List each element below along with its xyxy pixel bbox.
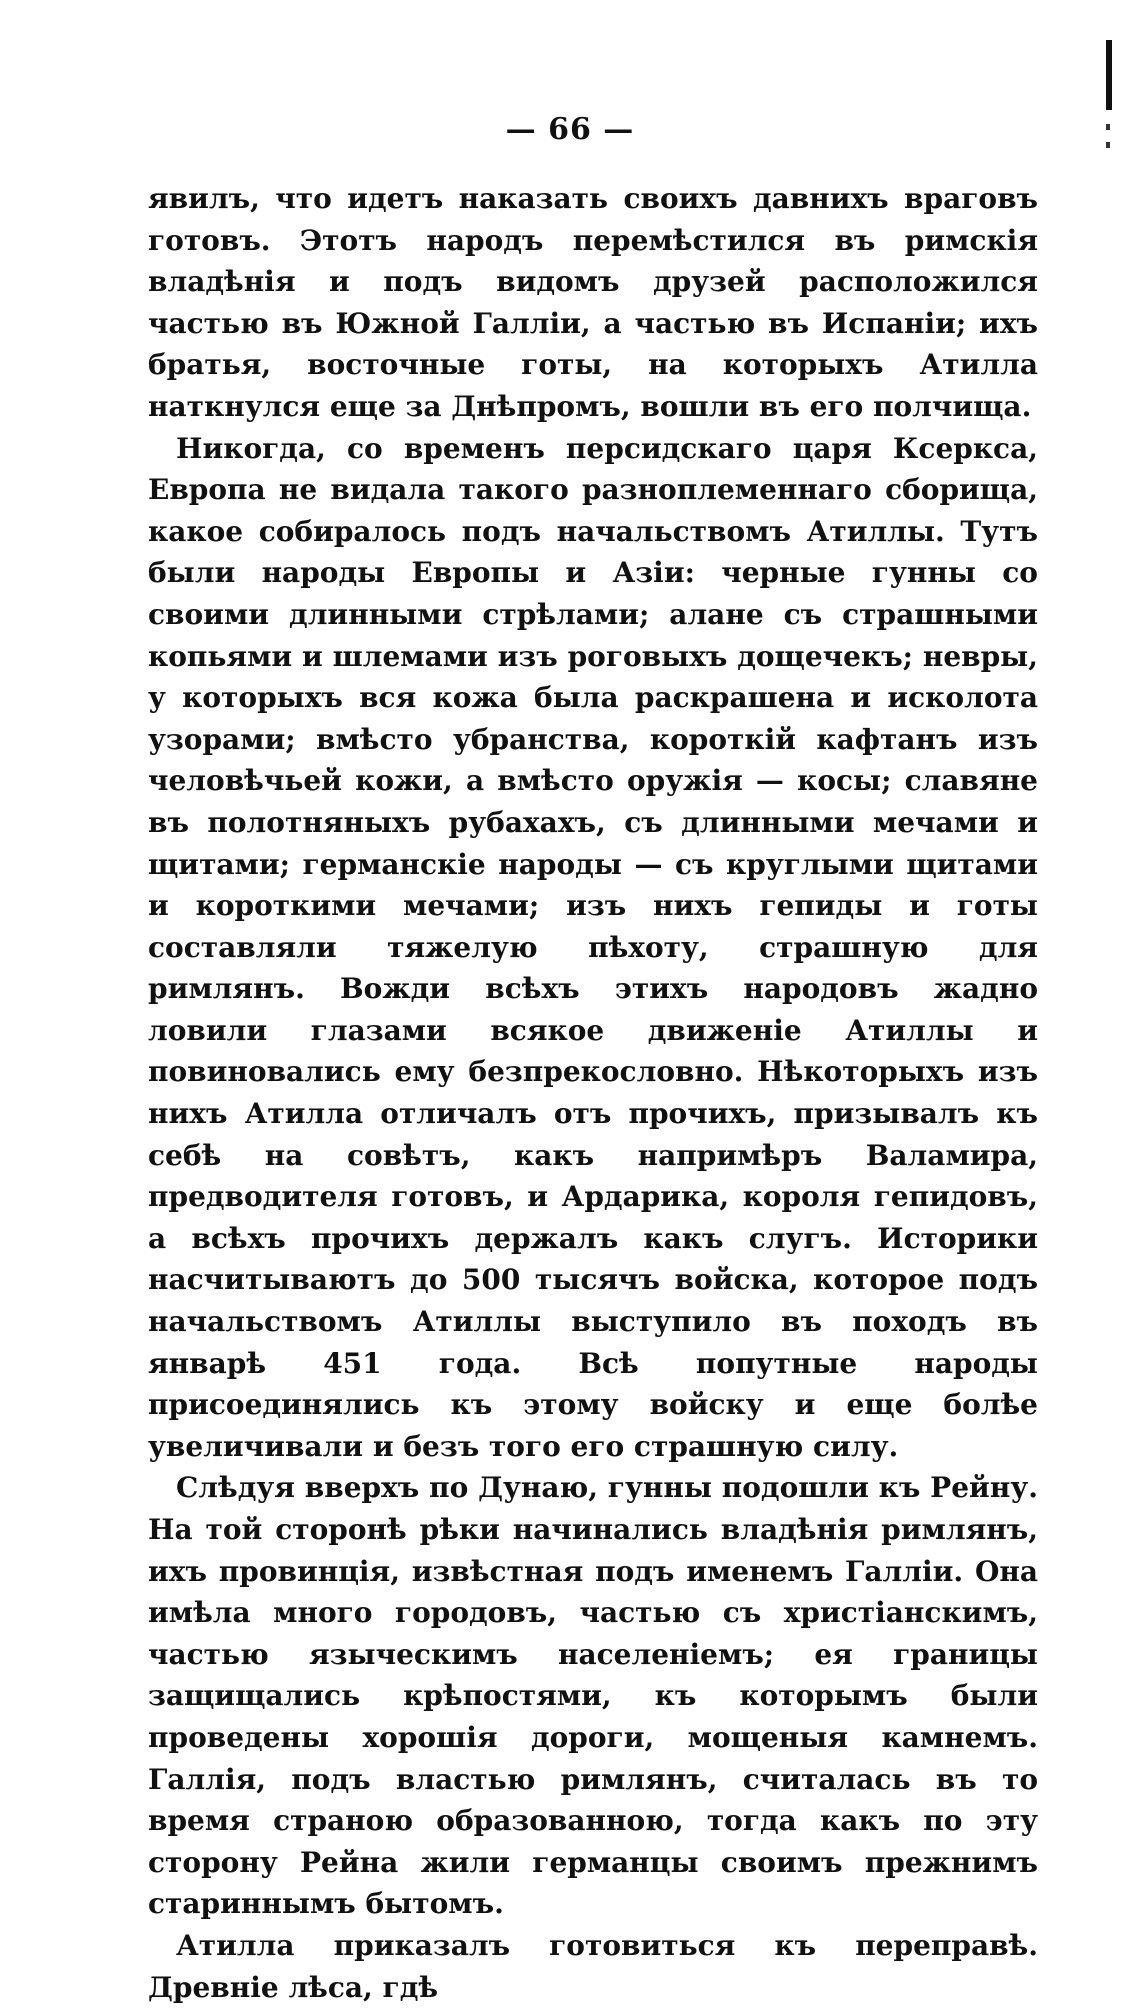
page-edge-mark xyxy=(1106,40,1112,110)
body-text xyxy=(148,178,1038,2008)
paragraph: Никогда, со временъ персидскаго царя Ксеркса, Европа не видала такого разноплеменнаго сборища, какое собиралось подъ начальствомъ Атиллы. Тутъ были народы Европы и Азіи: черные гунны со своими длинными стрѣлами; алане съ страшными копьями и шлемами изъ роговыхъ дощечекъ; невры, у которыхъ вся кожа была раскрашена и исколота узорами; вмѣсто убранства, короткій кафтанъ изъ человѣчьей кожи, а вмѣсто оружія — косы; славяне въ полотняныхъ рубахахъ, съ длинными мечами и щитами; германскіе народы — съ круглыми щитами и короткими мечами; изъ нихъ гепиды и готы составляли тяжелую пѣхоту, страшную для римлянъ. Вожди всѣхъ этихъ народовъ жадно ловили глазами всякое движеніе Атиллы и повиновались ему безпрекословно. Нѣкоторыхъ изъ нихъ Атилла отличалъ отъ прочихъ, призывалъ къ себѣ на совѣтъ, какъ напримѣръ Валамира, предводителя готовъ, и Ардарика, короля гепидовъ, а всѣхъ прочихъ держалъ какъ слугъ. Историки насчитываютъ до 500 тысячъ войска, которое подъ начальствомъ Атиллы выступило въ походъ въ январѣ 451 года. Всѣ попутные народы присоединялись къ этому войску и еще болѣе увеличивали и безъ того его страшную силу. xyxy=(148,431,1038,1463)
paragraph: Атилла приказалъ готовиться къ переправѣ. Древніе лѣса, гдѣ xyxy=(148,1928,1038,2004)
page-number: — 66 — xyxy=(505,112,635,147)
paragraph-continuation: явилъ, что идетъ наказать своихъ давнихъ враговъ готовъ. Этотъ народъ перемѣстился въ римскія владѣнія и подъ видомъ друзей расположился частью въ Южной Галліи, а частью въ Испаніи; ихъ братья, восточные готы, на которыхъ Атилла наткнулся еще за Днѣпромъ, вошли въ его полчища. xyxy=(148,182,1038,423)
paragraph: Слѣдуя вверхъ по Дунаю, гунны подошли къ Рейну. На той сторонѣ рѣки начинались владѣнія римлянъ, ихъ провинція, извѣстная подъ именемъ Галліи. Она имѣла много городовъ, частью съ христіанскимъ, частью языческимъ населеніемъ; ея границы защищались крѣпостями, къ которымъ были проведены хорошія дороги, мощеныя камнемъ. Галлія, подъ властью римлянъ, считалась въ то время страною образованною, тогда какъ по эту сторону Рейна жили германцы своимъ прежнимъ стариннымъ бытомъ. xyxy=(148,1471,1038,1921)
